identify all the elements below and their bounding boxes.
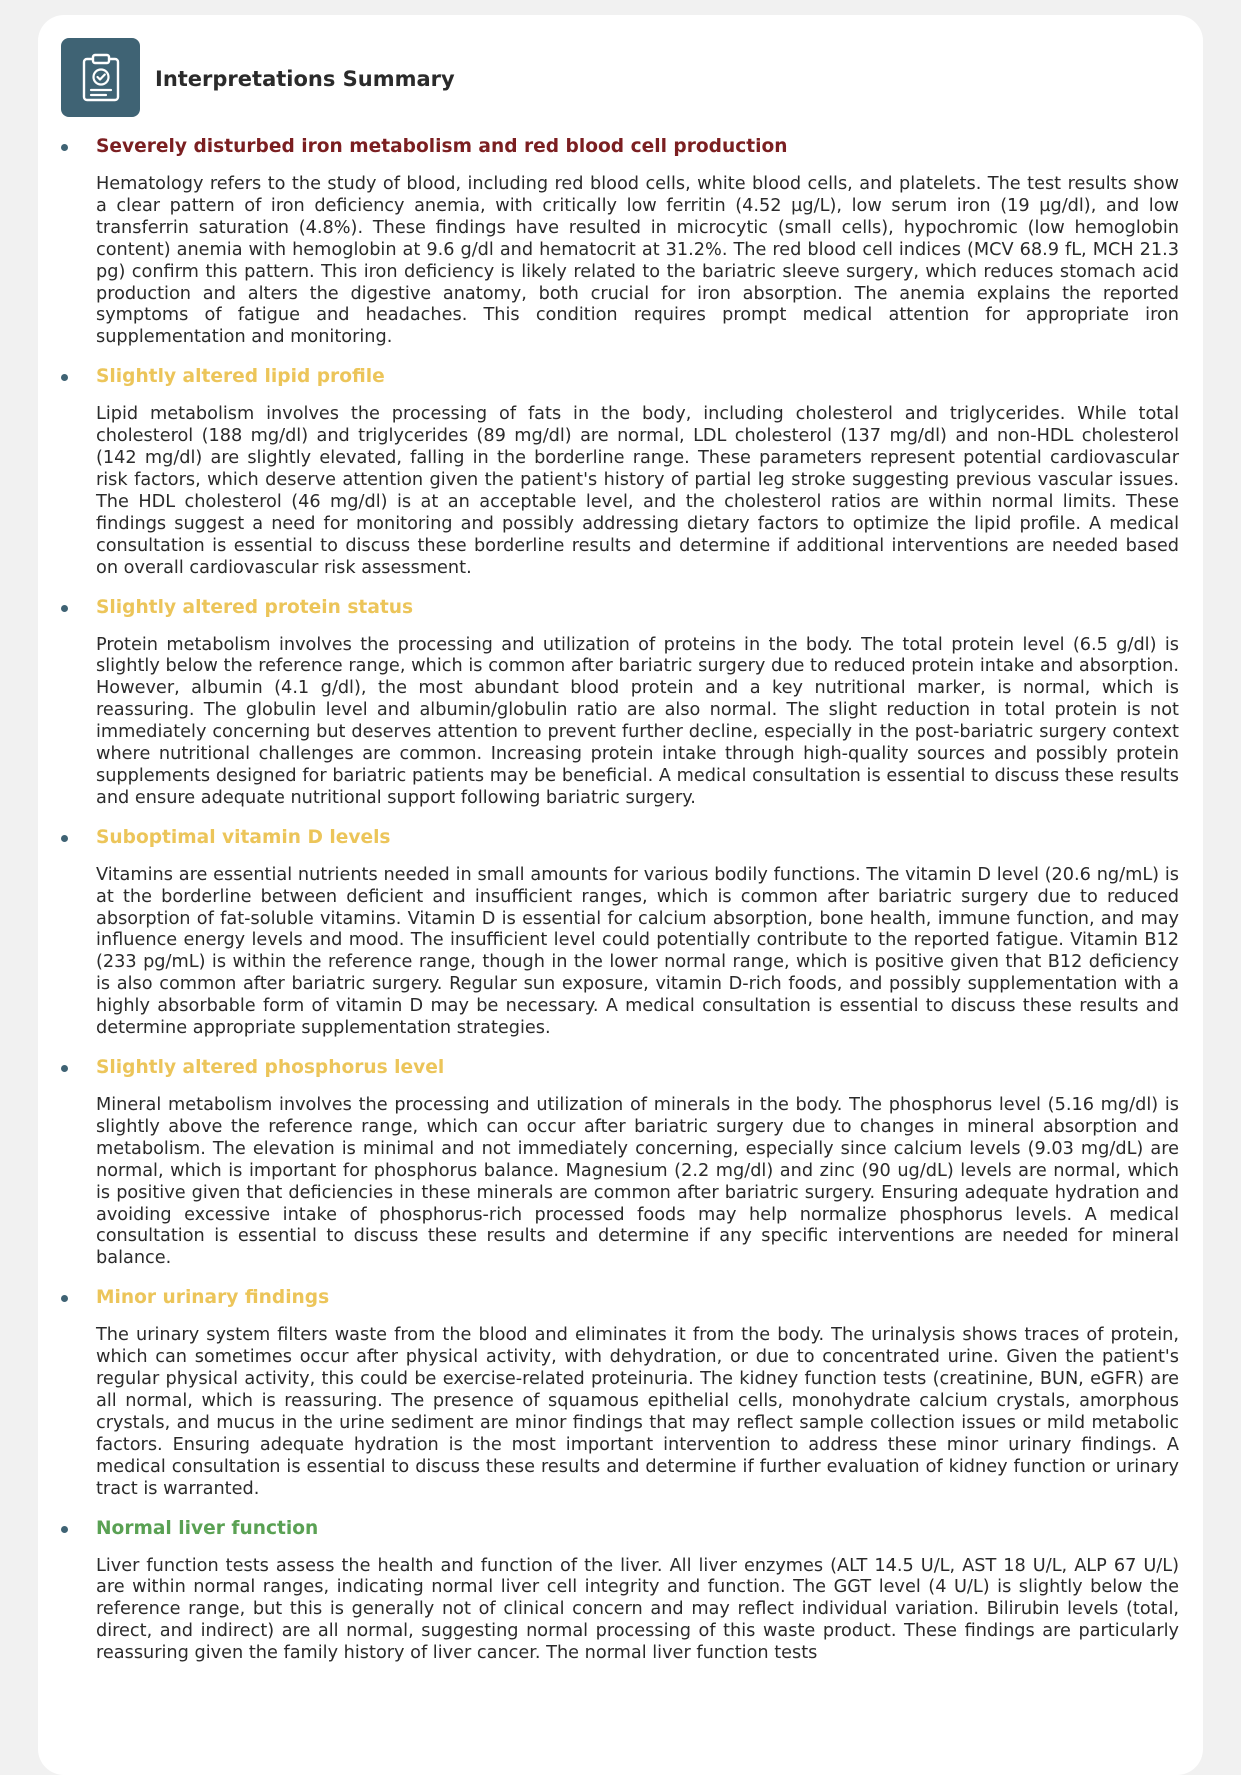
interpretation-text: Mineral metabolism involves the processing and utilization of minerals in the body. The phosphorus level (5.16 mg/dl) is slightly above the reference range, which can occur after bariatric surgery due to changes in mineral absorption and metabolism. The elevation is minimal and not immediately concerning, especially since calcium levels (9.03 mg/dL) are normal, which is important for phosphorus balance. Magnesium (2.2 mg/dl) and zinc (90 ug/dL) levels are normal, which is positive given that deficiencies in these minerals are common after bariatric surgery. Ensuring adequate hydration and avoiding excessive intake of phosphorus-rich processed foods may help normalize phosphorus levels. A medical consultation is essential to discuss these results and determine if any specific interventions are needed for mineral balance.: [96, 1095, 1179, 1269]
interpretation-title: Normal liver function: [96, 1517, 319, 1539]
bullet-icon: [61, 835, 68, 842]
interpretation-text: Hematology refers to the study of blood, including red blood cells, white blood cells, and platelets. The test results show a clear pattern of iron deficiency anemia, with critically low ferritin (4.52 µg/L), low serum iron (19 µg/dl), and low transferrin saturation (4.8%). These findings have resulted in microcytic (small cells), hypochromic (low hemoglobin content) anemia with hemoglobin at 9.6 g/dl and hematocrit at 31.2%. The red blood cell indices (MCV 68.9 fL, MCH 21.3 pg) confirm this pattern. This iron deficiency is likely related to the bariatric sleeve surgery, which reduces stomach acid production and alters the digestive anatomy, both crucial for iron absorption. The anemia explains the reported symptoms of fatigue and headaches. This condition requires prompt medical attention for appropriate iron supplementation and monitoring.: [96, 174, 1179, 348]
page-title: Interpretations Summary: [155, 66, 455, 91]
interpretation-title: Slightly altered phosphorus level: [96, 1057, 445, 1078]
interpretation-title: Suboptimal vitamin D levels: [96, 826, 391, 848]
interpretation-item: [38, 595, 1203, 810]
interpretation-item: [38, 1285, 1203, 1500]
summary-card: [38, 15, 1203, 1775]
interpretation-title: Minor urinary findings: [96, 1287, 330, 1309]
interpretation-text: Lipid metabolism involves the processing of fats in the body, including cholesterol and triglycerides. While total cholesterol (188 mg/dl) and triglycerides (89 mg/dl) are normal, LDL cholesterol (137 mg/dl) and non-HDL cholesterol (142 mg/dl) are slightly elevated, falling in the borderline range. These parameters represent potential cardiovascular risk factors, which deserve attention given the patient's history of partial leg stroke suggesting previous vascular issues. The HDL cholesterol (46 mg/dl) is at an acceptable level, and the cholesterol ratios are within normal limits. These findings suggest a need for monitoring and possibly addressing dietary factors to optimize the lipid profile. A medical consultation is essential to discuss these borderline results and determine if additional interventions are needed based on overall cardiovascular risk assessment.: [96, 404, 1179, 578]
interpretation-item: [38, 1516, 1203, 1666]
interpretation-item: [38, 134, 1203, 349]
interpretation-item: [38, 1055, 1203, 1270]
interpretation-text: Liver function tests assess the health and function of the liver. All liver enzymes (ALT 14.5 U/L, AST 18 U/L, ALP 67 U/L) are within normal ranges, indicating normal liver cell integrity and function. The GGT level (4 U/L) is slightly below the reference range, but this is generally not of clinical concern and may reflect individual variation. Bilirubin levels (total, direct, and indirect) are all normal, suggesting normal processing of this waste product. These findings are particularly reassuring given the family history of liver cancer. The normal liver function tests: [96, 1555, 1179, 1664]
interpretation-text: Protein metabolism involves the processing and utilization of proteins in the body. The total protein level (6.5 g/dl) is slightly below the reference range, which is common after bariatric surgery due to reduced protein intake and absorption. However, albumin (4.1 g/dl), the most abundant blood protein and a key nutritional marker, is normal, which is reassuring. The globulin level and albumin/globulin ratio are also normal. The slight reduction in total protein is not immediately concerning but deserves attention to prevent further decline, especially in the post-bariatric surgery context where nutritional challenges are common. Increasing protein intake through high-quality sources and possibly protein supplements designed for bariatric patients may be beneficial. A medical consultation is essential to discuss these results and ensure adequate nutritional support following bariatric surgery.: [96, 634, 1179, 808]
interpretation-text: The urinary system filters waste from the blood and eliminates it from the body. The urinalysis shows traces of protein, which can sometimes occur after physical activity, with dehydration, or due to concentrated urine. Given the patient's regular physical activity, this could be exercise-related proteinuria. The kidney function tests (creatinine, BUN, eGFR) are all normal, which is reassuring. The presence of squamous epithelial cells, monohydrate calcium crystals, amorphous crystals, and mucus in the urine sediment are minor findings that may reflect sample collection issues or mild metabolic factors. Ensuring adequate hydration is the most important intervention to address these minor urinary findings. A medical consultation is essential to discuss these results and determine if further evaluation of kidney function or urinary tract is warranted.: [96, 1325, 1179, 1499]
interpretation-title: Slightly altered protein status: [96, 596, 414, 618]
bullet-icon: [61, 374, 68, 381]
interpretation-title: Slightly altered lipid profile: [96, 366, 385, 388]
interpretation-item: [38, 825, 1203, 1040]
bullet-icon: [61, 144, 68, 151]
interpretation-title: Severely disturbed iron metabolism and red blood cell production: [96, 136, 788, 157]
summary-header: [61, 38, 455, 117]
interpretation-item: [38, 364, 1203, 579]
bullet-icon: [61, 1295, 68, 1302]
interpretation-text: Vitamins are essential nutrients needed in small amounts for various bodily functions. The vitamin D level (20.6 ng/mL) is at the borderline between deficient and insufficient ranges, which is common after bariatric surgery due to reduced absorption of fat-soluble vitamins. Vitamin D is essential for calcium absorption, bone health, immune function, and may influence energy levels and mood. The insufficient level could potentially contribute to the reported fatigue. Vitamin B12 (233 pg/mL) is within the reference range, though in the lower normal range, which is positive given that B12 deficiency is also common after bariatric surgery. Regular sun exposure, vitamin D-rich foods, and possibly supplementation with a highly absorbable form of vitamin D may be necessary. A medical consultation is essential to discuss these results and determine appropriate supplementation strategies.: [96, 864, 1179, 1039]
interpretation-list: [38, 134, 1203, 1680]
bullet-icon: [61, 1065, 68, 1072]
bullet-icon: [61, 1526, 68, 1533]
bullet-icon: [61, 605, 68, 612]
clipboard-check-icon: [61, 38, 140, 117]
